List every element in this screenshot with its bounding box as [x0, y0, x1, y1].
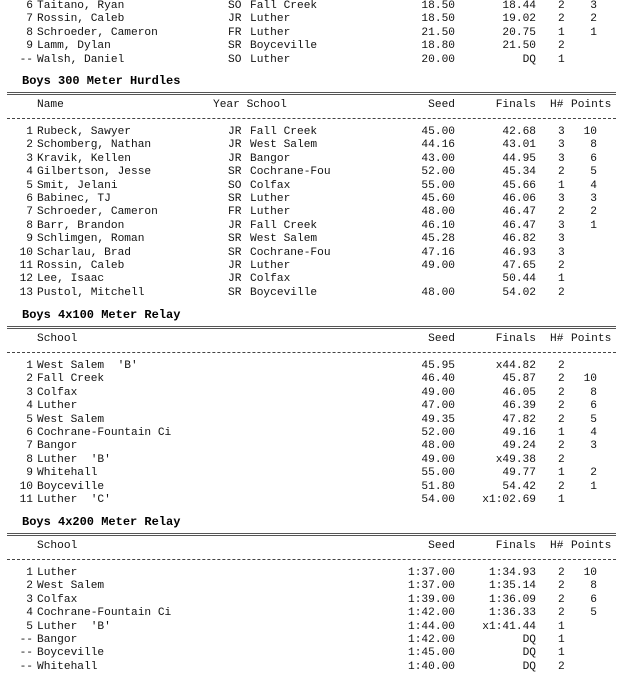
points: 4: [590, 427, 597, 439]
header-rule: [7, 326, 616, 329]
header-underline: [7, 559, 616, 560]
seed-time: 43.00: [421, 152, 455, 165]
col-header-heat: H#: [550, 99, 564, 111]
place: 6: [26, 0, 33, 12]
school: Fall Creek: [250, 219, 318, 232]
place: 1: [26, 126, 33, 138]
final-time: 45.87: [502, 373, 536, 386]
seed-time: 1:40.00: [408, 660, 455, 673]
place: 4: [26, 400, 33, 413]
place: 3: [26, 386, 33, 399]
seed-time: 47.00: [421, 400, 455, 413]
heat: 1: [558, 179, 565, 192]
year: JR: [228, 152, 242, 165]
place: --: [19, 660, 33, 673]
year: SR: [228, 286, 242, 299]
final-time: 47.82: [502, 413, 536, 426]
seed-time: 1:42.00: [408, 607, 455, 620]
relay-team: Colfax: [37, 593, 78, 606]
heat: 3: [558, 246, 565, 259]
points: 1: [590, 480, 597, 493]
relay-team: Boyceville: [37, 480, 105, 493]
final-time: x44.82: [495, 360, 536, 372]
place: 5: [26, 413, 33, 426]
points: 10: [583, 373, 597, 386]
points: 2: [590, 467, 597, 480]
year: SR: [228, 40, 242, 53]
heat: 1: [558, 634, 565, 646]
points: 5: [590, 607, 597, 620]
place: 3: [26, 593, 33, 606]
year: SR: [228, 246, 242, 259]
seed-time: 18.80: [421, 40, 455, 53]
year: JR: [228, 126, 242, 138]
final-time: 18.44: [502, 0, 536, 12]
points: 4: [590, 179, 597, 192]
year: FR: [228, 206, 242, 219]
seed-time: 48.00: [421, 206, 455, 219]
place: 8: [26, 453, 33, 466]
final-time: DQ: [522, 647, 536, 660]
relay-team: Whitehall: [37, 660, 98, 673]
year: SR: [228, 193, 242, 205]
school: West Salem: [250, 139, 318, 152]
place: 13: [19, 286, 33, 299]
heat: 1: [558, 467, 565, 480]
points: 5: [590, 166, 597, 179]
place: 9: [26, 467, 33, 480]
year: JR: [228, 139, 242, 152]
seed-time: 51.80: [421, 480, 455, 493]
final-time: 46.05: [502, 386, 536, 399]
col-header-finals: Finals: [495, 99, 536, 111]
place: 5: [26, 179, 33, 192]
final-time: 49.24: [502, 440, 536, 453]
school: Bangor: [250, 152, 291, 165]
final-time: 46.47: [502, 219, 536, 232]
seed-time: 44.16: [421, 139, 455, 152]
points: 1: [590, 219, 597, 232]
heat: 2: [558, 453, 565, 466]
heat: 1: [558, 26, 565, 39]
school: Colfax: [250, 179, 291, 192]
col-header-year-school: Year School: [213, 99, 287, 111]
seed-time: 45.60: [421, 193, 455, 205]
final-time: 45.66: [502, 179, 536, 192]
points: 6: [590, 152, 597, 165]
seed-time: 52.00: [421, 427, 455, 439]
school: Luther: [250, 53, 291, 66]
points: 6: [590, 400, 597, 413]
seed-time: 45.00: [421, 126, 455, 138]
place: 2: [26, 580, 33, 593]
heat: 1: [558, 273, 565, 286]
final-time: 49.77: [502, 467, 536, 480]
heat: 2: [558, 260, 565, 272]
athlete-name: Schlimgen, Roman: [37, 233, 145, 246]
athlete-name: Lamm, Dylan: [37, 40, 111, 53]
final-time: DQ: [522, 660, 536, 673]
heat: 1: [558, 494, 565, 506]
place: 11: [19, 494, 33, 506]
place: 12: [19, 273, 33, 286]
points: 8: [590, 386, 597, 399]
place: 8: [26, 26, 33, 39]
seed-time: 49.00: [421, 260, 455, 272]
heat: 2: [558, 166, 565, 179]
place: 6: [26, 193, 33, 205]
place: --: [19, 53, 33, 66]
place: 9: [26, 40, 33, 53]
col-header-points: Points: [571, 540, 612, 552]
heat: 2: [558, 360, 565, 372]
relay-team: West Salem 'B': [37, 360, 138, 372]
points: 1: [590, 26, 597, 39]
event-title: Boys 4x200 Meter Relay: [22, 515, 181, 529]
school: West Salem: [250, 233, 318, 246]
athlete-name: Rossin, Caleb: [37, 13, 125, 26]
final-time: 54.02: [502, 286, 536, 299]
seed-time: 48.00: [421, 440, 455, 453]
school: Cochrane-Fou: [250, 246, 331, 259]
year: SR: [228, 233, 242, 246]
header-rule: [7, 92, 616, 95]
year: JR: [228, 273, 242, 286]
final-time: 42.68: [502, 126, 536, 138]
place: 1: [26, 360, 33, 372]
seed-time: 55.00: [421, 179, 455, 192]
final-time: 1:36.33: [489, 607, 536, 620]
relay-team: Boyceville: [37, 647, 105, 660]
athlete-name: Lee, Isaac: [37, 273, 105, 286]
relay-team: Bangor: [37, 440, 78, 453]
athlete-name: Schroeder, Cameron: [37, 26, 158, 39]
place: 11: [19, 260, 33, 272]
athlete-name: Schroeder, Cameron: [37, 206, 158, 219]
heat: 2: [558, 0, 565, 12]
athlete-name: Rubeck, Sawyer: [37, 126, 131, 138]
relay-team: Luther: [37, 400, 78, 413]
col-header-points: Points: [571, 333, 612, 345]
seed-time: 1:44.00: [408, 620, 455, 633]
heat: 2: [558, 13, 565, 26]
school: Boyceville: [250, 40, 318, 53]
seed-time: 1:37.00: [408, 567, 455, 579]
year: SO: [228, 0, 242, 12]
place: --: [19, 634, 33, 646]
seed-time: 20.00: [421, 53, 455, 66]
relay-team: Cochrane-Fountain Ci: [37, 607, 172, 620]
place: 3: [26, 152, 33, 165]
col-header-seed: Seed: [428, 99, 455, 111]
final-time: 49.16: [502, 427, 536, 439]
athlete-name: Barr, Brandon: [37, 219, 125, 232]
final-time: DQ: [522, 634, 536, 646]
final-time: 1:34.93: [489, 567, 536, 579]
col-header-finals: Finals: [495, 333, 536, 345]
school: Luther: [250, 13, 291, 26]
points: 3: [590, 440, 597, 453]
final-time: x49.38: [495, 453, 536, 466]
seed-time: 47.16: [421, 246, 455, 259]
heat: 2: [558, 440, 565, 453]
relay-team: Cochrane-Fountain Ci: [37, 427, 172, 439]
place: 9: [26, 233, 33, 246]
col-header-heat: H#: [550, 333, 564, 345]
seed-time: 45.28: [421, 233, 455, 246]
heat: 2: [558, 593, 565, 606]
heat: 2: [558, 580, 565, 593]
heat: 2: [558, 567, 565, 579]
seed-time: 46.10: [421, 219, 455, 232]
year: JR: [228, 260, 242, 272]
year: JR: [228, 13, 242, 26]
seed-time: 46.40: [421, 373, 455, 386]
seed-time: 49.00: [421, 453, 455, 466]
place: 10: [19, 246, 33, 259]
header-underline: [7, 352, 616, 353]
final-time: 1:35.14: [489, 580, 536, 593]
place: 1: [26, 567, 33, 579]
final-time: 46.06: [502, 193, 536, 205]
relay-team: Colfax: [37, 386, 78, 399]
event-title: Boys 4x100 Meter Relay: [22, 308, 181, 322]
athlete-name: Taitano, Ryan: [37, 0, 125, 12]
heat: 3: [558, 139, 565, 152]
athlete-name: Babinec, TJ: [37, 193, 111, 205]
final-time: 50.44: [502, 273, 536, 286]
heat: 2: [558, 400, 565, 413]
place: 10: [19, 480, 33, 493]
event-title: Boys 300 Meter Hurdles: [22, 74, 181, 88]
points: 6: [590, 593, 597, 606]
heat: 3: [558, 152, 565, 165]
place: 8: [26, 219, 33, 232]
final-time: x1:02.69: [482, 494, 536, 506]
heat: 2: [558, 373, 565, 386]
place: --: [19, 647, 33, 660]
col-header-points: Points: [571, 99, 612, 111]
year: SO: [228, 179, 242, 192]
heat: 2: [558, 286, 565, 299]
year: SR: [228, 166, 242, 179]
place: 7: [26, 206, 33, 219]
seed-time: 55.00: [421, 467, 455, 480]
points: 10: [583, 126, 597, 138]
heat: 3: [558, 193, 565, 205]
place: 4: [26, 607, 33, 620]
points: 10: [583, 567, 597, 579]
seed-time: 1:42.00: [408, 634, 455, 646]
relay-team: Luther 'B': [37, 620, 111, 633]
heat: 3: [558, 219, 565, 232]
final-time: 21.50: [502, 40, 536, 53]
heat: 2: [558, 607, 565, 620]
final-time: DQ: [522, 53, 536, 66]
col-header-school: School: [37, 333, 78, 345]
year: JR: [228, 219, 242, 232]
heat: 2: [558, 660, 565, 673]
athlete-name: Scharlau, Brad: [37, 246, 131, 259]
place: 2: [26, 373, 33, 386]
school: Luther: [250, 193, 291, 205]
athlete-name: Rossin, Caleb: [37, 260, 125, 272]
points: 2: [590, 206, 597, 219]
final-time: 46.82: [502, 233, 536, 246]
athlete-name: Schomberg, Nathan: [37, 139, 152, 152]
col-header-seed: Seed: [428, 540, 455, 552]
col-header-name: Name: [37, 99, 64, 111]
header-underline: [7, 118, 616, 119]
school: Luther: [250, 206, 291, 219]
seed-time: 52.00: [421, 166, 455, 179]
heat: 2: [558, 386, 565, 399]
athlete-name: Kravik, Kellen: [37, 152, 131, 165]
final-time: 46.93: [502, 246, 536, 259]
seed-time: 49.00: [421, 386, 455, 399]
heat: 3: [558, 233, 565, 246]
seed-time: 1:39.00: [408, 593, 455, 606]
school: Luther: [250, 260, 291, 272]
heat: 1: [558, 647, 565, 660]
relay-team: Luther: [37, 567, 78, 579]
final-time: x1:41.44: [482, 620, 536, 633]
relay-team: West Salem: [37, 580, 105, 593]
final-time: 19.02: [502, 13, 536, 26]
final-time: 46.39: [502, 400, 536, 413]
school: Boyceville: [250, 286, 318, 299]
col-header-seed: Seed: [428, 333, 455, 345]
school: Luther: [250, 26, 291, 39]
relay-team: Luther 'C': [37, 494, 111, 506]
heat: 1: [558, 620, 565, 633]
final-time: 47.65: [502, 260, 536, 272]
seed-time: 1:37.00: [408, 580, 455, 593]
seed-time: 48.00: [421, 286, 455, 299]
place: 6: [26, 427, 33, 439]
heat: 3: [558, 126, 565, 138]
seed-time: 54.00: [421, 494, 455, 506]
school: Cochrane-Fou: [250, 166, 331, 179]
final-time: 20.75: [502, 26, 536, 39]
place: 2: [26, 139, 33, 152]
final-time: 46.47: [502, 206, 536, 219]
relay-team: Bangor: [37, 634, 78, 646]
place: 7: [26, 440, 33, 453]
athlete-name: Pustol, Mitchell: [37, 286, 145, 299]
place: 7: [26, 13, 33, 26]
year: FR: [228, 26, 242, 39]
school: Fall Creek: [250, 126, 318, 138]
points: 3: [590, 0, 597, 12]
heat: 1: [558, 53, 565, 66]
final-time: 54.42: [502, 480, 536, 493]
points: 2: [590, 13, 597, 26]
heat: 2: [558, 206, 565, 219]
final-time: 1:36.09: [489, 593, 536, 606]
points: 3: [590, 193, 597, 205]
athlete-name: Walsh, Daniel: [37, 53, 125, 66]
heat: 2: [558, 480, 565, 493]
seed-time: 49.35: [421, 413, 455, 426]
relay-team: West Salem: [37, 413, 105, 426]
col-header-heat: H#: [550, 540, 564, 552]
year: SO: [228, 53, 242, 66]
heat: 2: [558, 413, 565, 426]
header-rule: [7, 533, 616, 536]
relay-team: Whitehall: [37, 467, 98, 480]
relay-team: Luther 'B': [37, 453, 111, 466]
place: 5: [26, 620, 33, 633]
heat: 1: [558, 427, 565, 439]
final-time: 43.01: [502, 139, 536, 152]
seed-time: 1:45.00: [408, 647, 455, 660]
final-time: 44.95: [502, 152, 536, 165]
seed-time: 18.50: [421, 13, 455, 26]
relay-team: Fall Creek: [37, 373, 105, 386]
col-header-finals: Finals: [495, 540, 536, 552]
final-time: 45.34: [502, 166, 536, 179]
athlete-name: Gilbertson, Jesse: [37, 166, 152, 179]
seed-time: 18.50: [421, 0, 455, 12]
seed-time: 45.95: [421, 360, 455, 372]
athlete-name: Smit, Jelani: [37, 179, 118, 192]
seed-time: 21.50: [421, 26, 455, 39]
school: Colfax: [250, 273, 291, 286]
points: 8: [590, 580, 597, 593]
points: 5: [590, 413, 597, 426]
heat: 2: [558, 40, 565, 53]
col-header-school: School: [37, 540, 78, 552]
place: 4: [26, 166, 33, 179]
school: Fall Creek: [250, 0, 318, 12]
points: 8: [590, 139, 597, 152]
